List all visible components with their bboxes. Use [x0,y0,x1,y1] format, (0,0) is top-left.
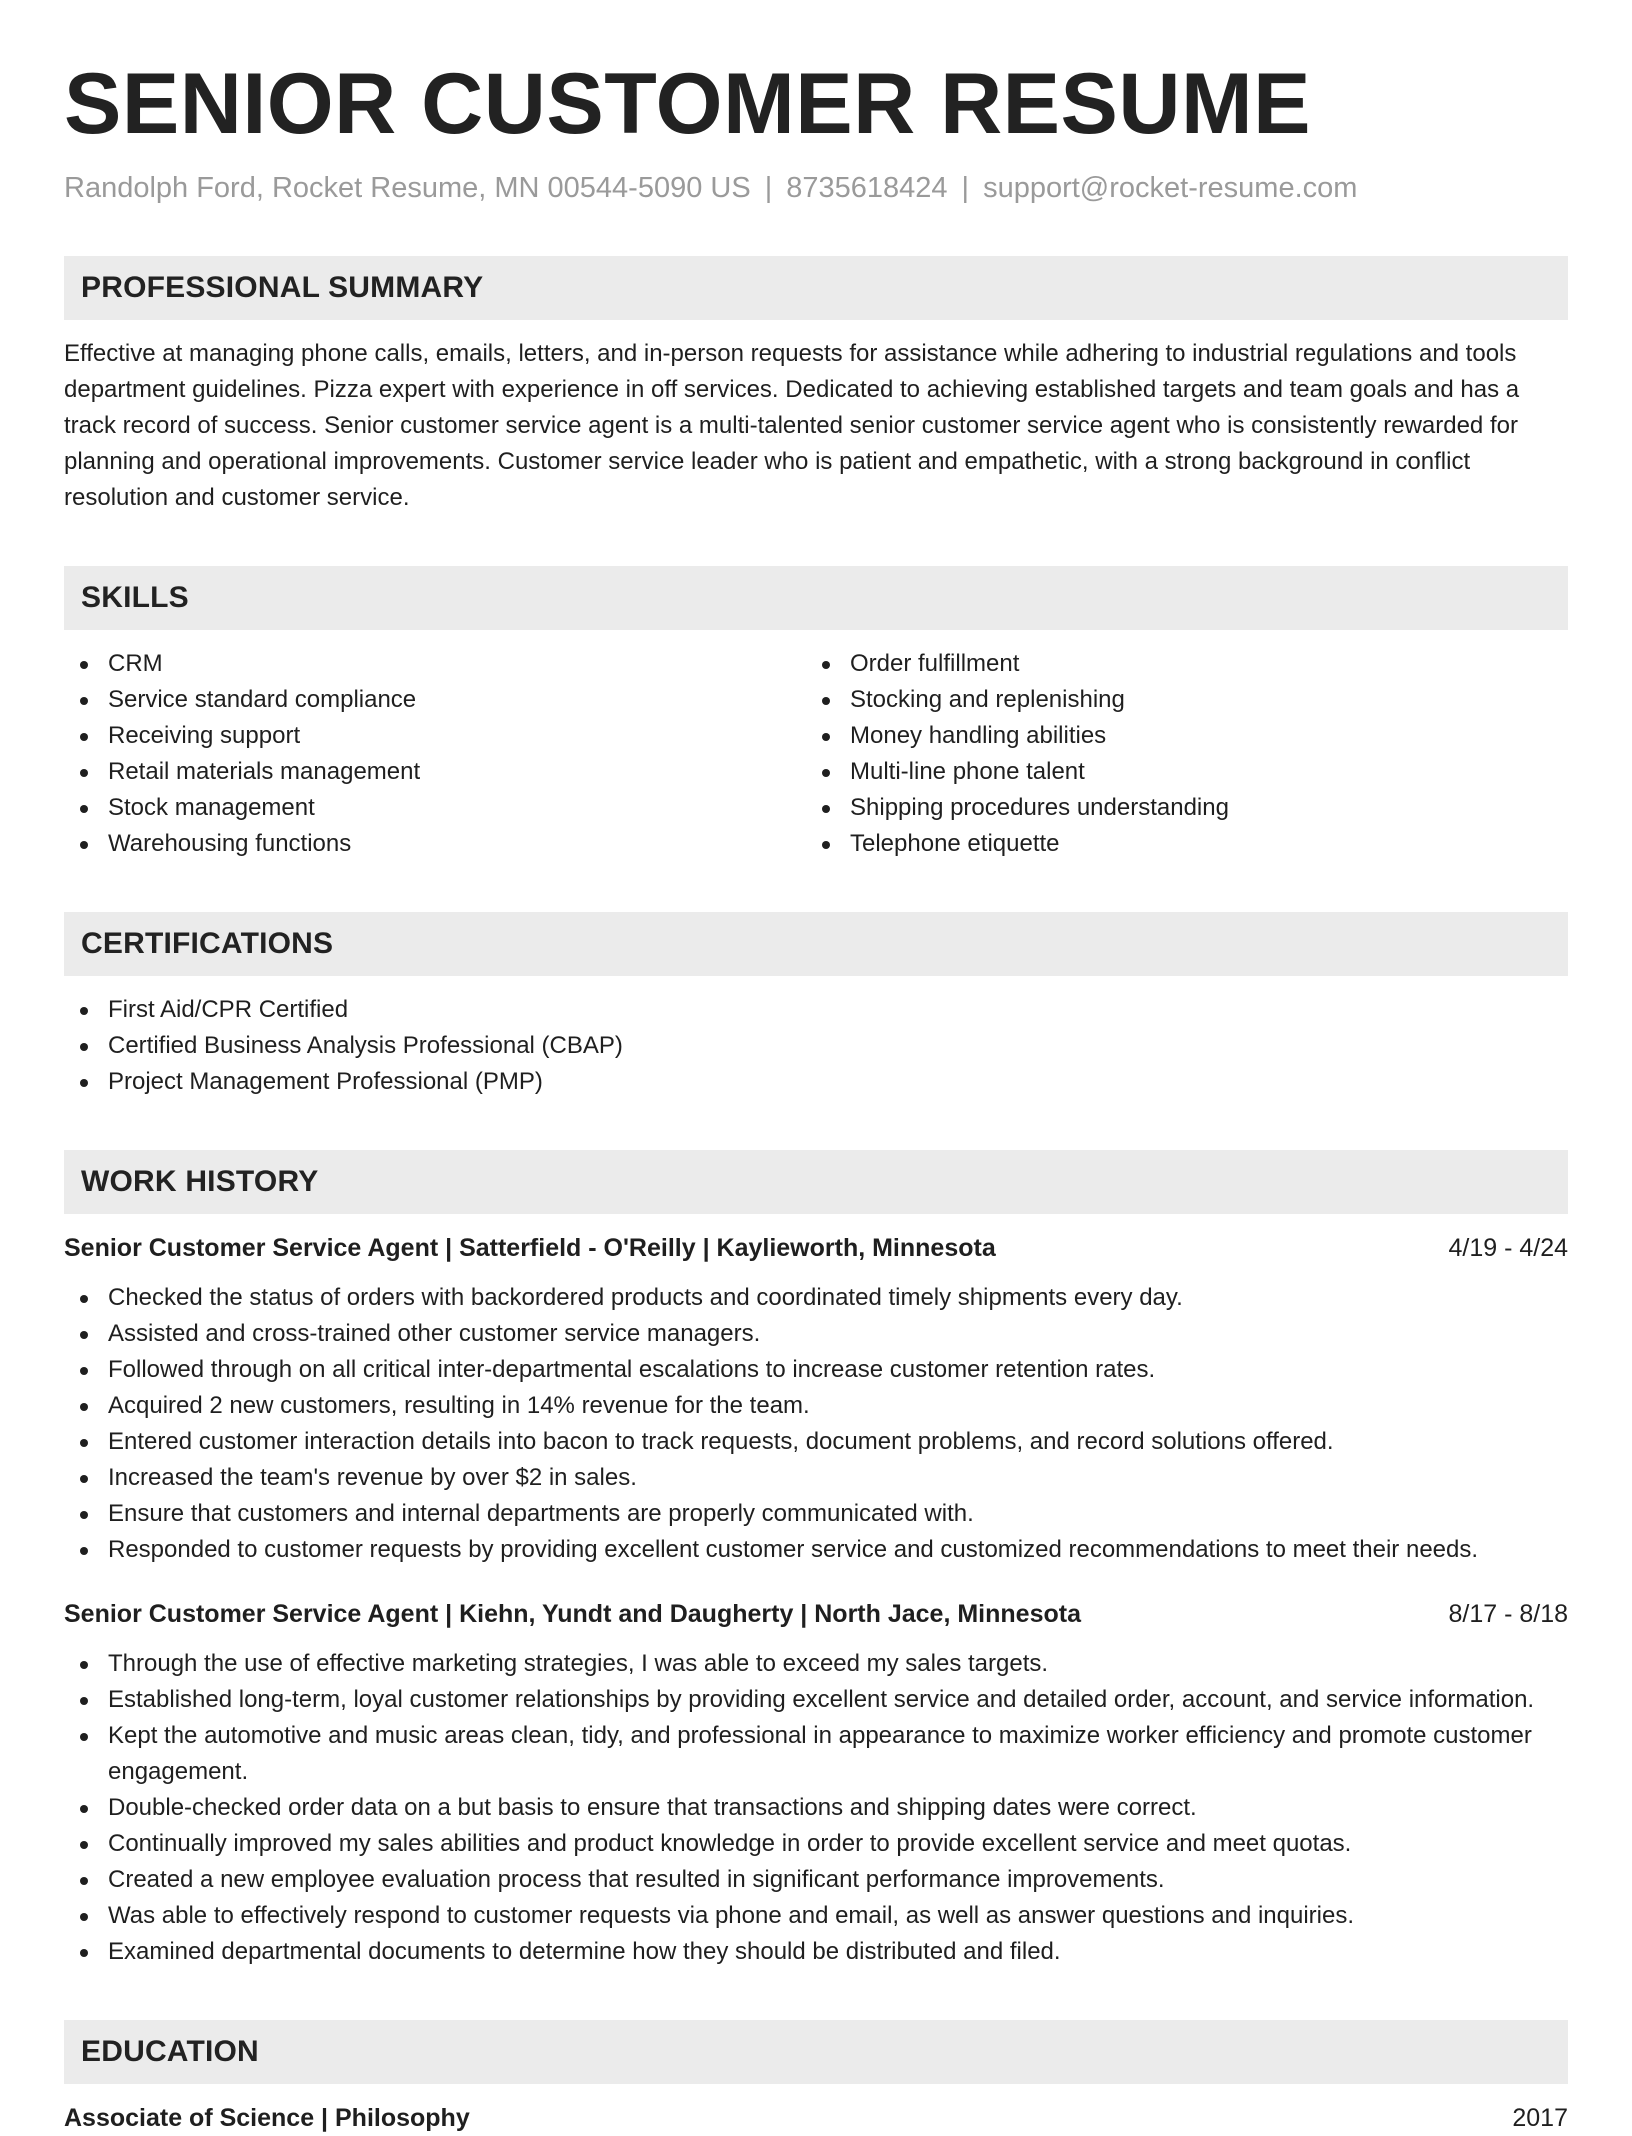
job-bullet: Increased the team's revenue by over $2 in sales. [64,1460,1568,1496]
job-bullet: Was able to effectively respond to customer requests via phone and email, as well as answer questions and inquiries. [64,1898,1568,1934]
job-bullet: Created a new employee evaluation process that resulted in significant performance improvements. [64,1862,1568,1898]
skill-item: Receiving support [64,718,806,754]
skills-left-list [64,646,806,862]
section-header-education [64,2020,1568,2084]
job-bullet: Double-checked order data on a but basis to ensure that transactions and shipping dates were correct. [64,1790,1568,1826]
job-entry [64,1230,1568,1568]
job-bullet: Assisted and cross-trained other customer service managers. [64,1316,1568,1352]
education-entry [64,2100,1568,2136]
skill-item: Telephone etiquette [806,826,1548,862]
education-year: 2017 [1512,2104,1568,2132]
section-title: WORK HISTORY [81,1165,319,1198]
summary-text: Effective at managing phone calls, emails, letters, and in-person requests for assistance while adhering to industrial regulations and tools department guidelines. Pizza expert with experience in off services. Dedicated to achieving established targets and team goals and has a track record of success. Senior customer service agent is a multi-talented senior customer service agent who is consistently rewarded for planning and operational improvements. Customer service leader who is patient and empathetic, with a strong background in conflict resolution and customer service. [64,340,1520,511]
job-bullet: Followed through on all critical inter-departmental escalations to increase customer retention rates. [64,1352,1568,1388]
job-bullet: Through the use of effective marketing strategies, I was able to exceed my sales targets. [64,1646,1568,1682]
section-title: EDUCATION [81,2035,259,2068]
job-entry [64,1596,1568,1970]
job-title: Senior Customer Service Agent | Satterfield - O'Reilly | Kaylieworth, Minnesota [64,1234,996,1262]
job-bullet: Examined departmental documents to determine how they should be distributed and filed. [64,1934,1568,1970]
section-header-summary [64,256,1568,320]
skill-item: Money handling abilities [806,718,1548,754]
section-header-skills [64,566,1568,630]
skill-item: Shipping procedures understanding [806,790,1548,826]
job-bullet: Checked the status of orders with backordered products and coordinated timely shipments every day. [64,1280,1568,1316]
section-header-certifications [64,912,1568,976]
job-bullet: Established long-term, loyal customer relationships by providing excellent service and detailed order, account, and service information. [64,1682,1568,1718]
contact-address: Randolph Ford, Rocket Resume, MN 00544-5090 US [64,172,751,204]
resume-title: SENIOR CUSTOMER RESUME [64,56,1311,152]
skill-item: Stocking and replenishing [806,682,1548,718]
job-dates: 8/17 - 8/18 [1448,1600,1568,1628]
contact-separator: | [764,172,773,204]
education-degree: Associate of Science | Philosophy [64,2104,470,2132]
skill-item: Multi-line phone talent [806,754,1548,790]
job-bullet: Ensure that customers and internal departments are properly communicated with. [64,1496,1568,1532]
job-header [64,1230,1568,1266]
section-title: SKILLS [81,581,189,614]
contact-phone: 8735618424 [786,172,948,204]
job-bullets [64,1646,1568,1970]
skill-item: Warehousing functions [64,826,806,862]
skill-item: Service standard compliance [64,682,806,718]
section-title: CERTIFICATIONS [81,927,334,960]
skill-item: Order fulfillment [806,646,1548,682]
skill-item: Stock management [64,790,806,826]
job-dates: 4/19 - 4/24 [1448,1234,1568,1262]
job-bullet: Responded to customer requests by providing excellent customer service and customized recommendations to meet their needs. [64,1532,1568,1568]
job-bullets [64,1280,1568,1568]
certification-item: Certified Business Analysis Professional (CBAP) [64,1028,1568,1064]
job-bullet: Entered customer interaction details into bacon to track requests, document problems, and record solutions offered. [64,1424,1568,1460]
contact-line [64,170,1568,206]
job-bullet: Acquired 2 new customers, resulting in 14% revenue for the team. [64,1388,1568,1424]
contact-separator: | [961,172,970,204]
skill-item: Retail materials management [64,754,806,790]
job-title: Senior Customer Service Agent | Kiehn, Yundt and Daugherty | North Jace, Minnesota [64,1600,1081,1628]
certification-item: First Aid/CPR Certified [64,992,1568,1028]
job-header [64,1596,1568,1632]
section-title: PROFESSIONAL SUMMARY [81,271,484,304]
job-bullet: Kept the automotive and music areas clean, tidy, and professional in appearance to maximize worker efficiency and promote customer engagement. [64,1718,1568,1790]
job-bullet: Continually improved my sales abilities and product knowledge in order to provide excellent service and meet quotas. [64,1826,1568,1862]
section-header-work-history [64,1150,1568,1214]
certification-item: Project Management Professional (PMP) [64,1064,1568,1100]
skill-item: CRM [64,646,806,682]
contact-email[interactable]: support@rocket-resume.com [983,172,1358,204]
certifications-list [64,992,1568,1100]
skills-columns [64,646,1568,862]
skills-right-list [806,646,1548,862]
